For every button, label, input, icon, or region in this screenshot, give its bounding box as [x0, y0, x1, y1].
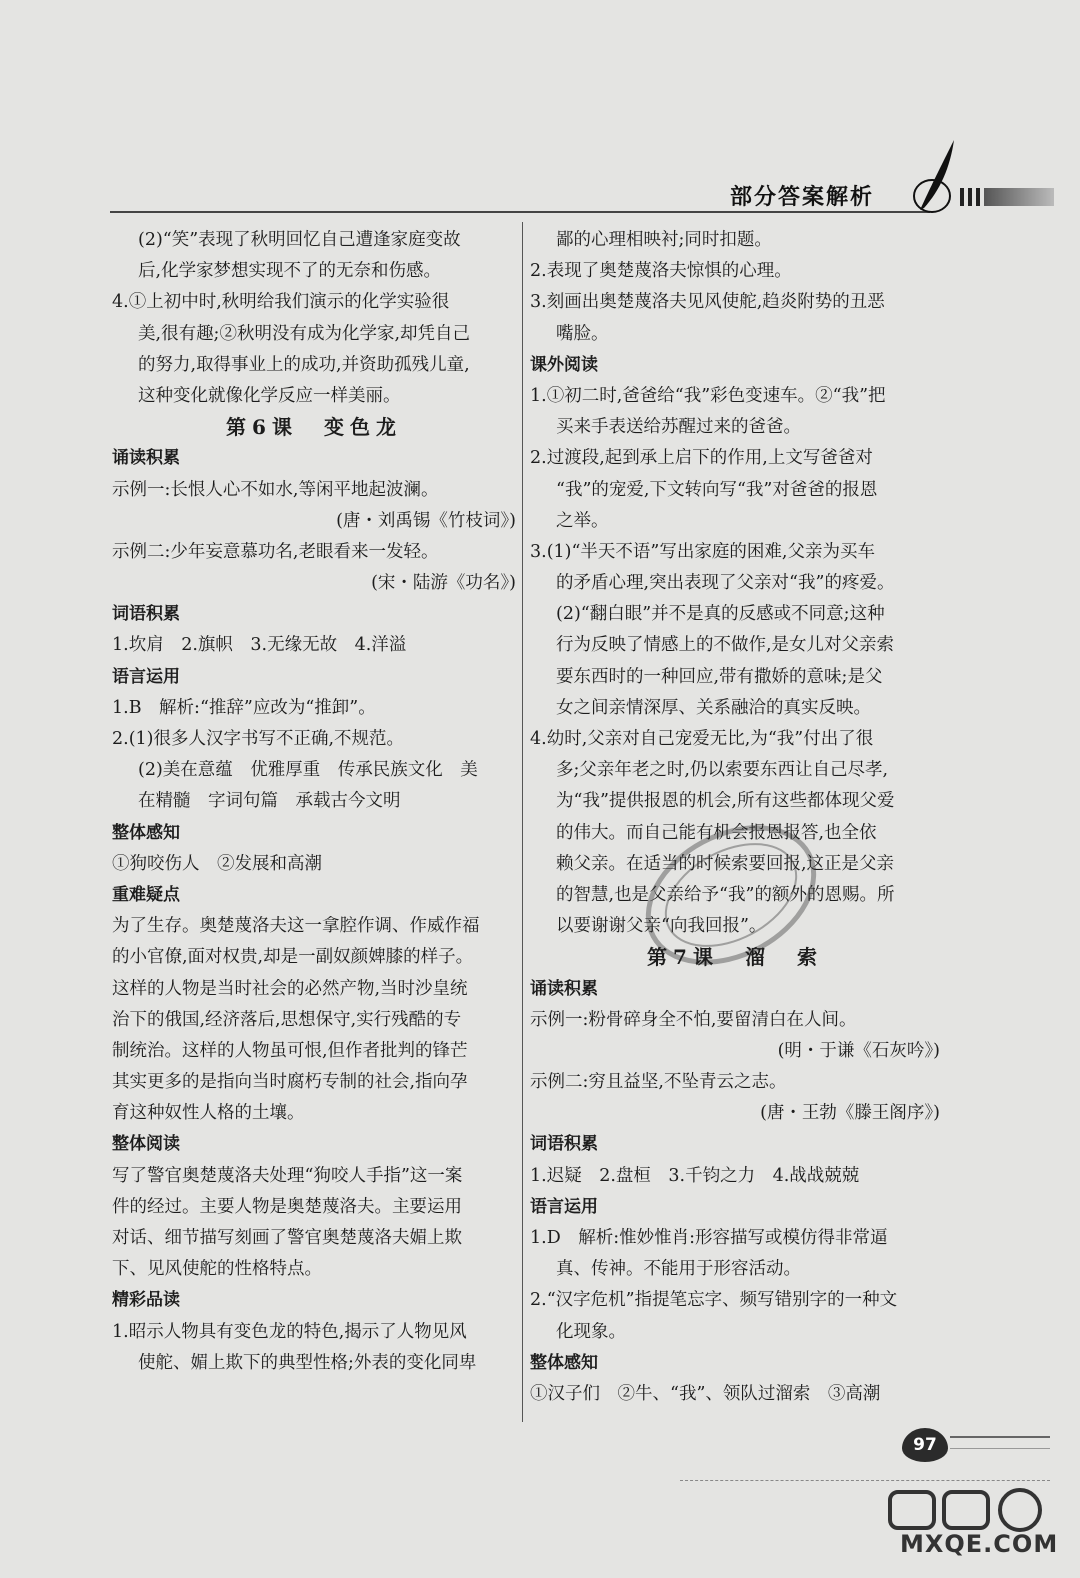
- text-line: 赖父亲。在适当的时候索要回报,这正是父亲: [556, 853, 895, 874]
- column-divider: [522, 222, 523, 1422]
- text-line: (2)“笑”表现了秋明回忆自己遭逢家庭变故: [138, 230, 461, 250]
- section-heading: 语言运用: [112, 666, 180, 687]
- text-line: ①汉子们 ②牛、“我”、领队过溜索 ③高潮: [530, 1383, 881, 1404]
- section-heading: 词语积累: [530, 1134, 598, 1155]
- section-heading: 整体感知: [112, 822, 180, 843]
- text-line: 其实更多的是指向当时腐朽专制的社会,指向孕: [112, 1072, 468, 1093]
- text-line: 要东西时的一种回应,带有撒娇的意味;是父: [556, 666, 883, 687]
- text-line: 2.过渡段,起到承上启下的作用,上文写爸爸对: [530, 448, 873, 469]
- text-line: 1.①初二时,爸爸给“我”彩色变速车。②“我”把: [530, 385, 886, 406]
- text-line: 以要谢谢父亲“向我回报”。: [556, 916, 767, 937]
- footer-dashed-rule: [680, 1480, 1050, 1481]
- lesson-title: 第7课 溜 索: [647, 945, 823, 970]
- text-line: 对话、细节描写刻画了警官奥楚蔑洛夫媚上欺: [112, 1228, 462, 1248]
- text-line: 在精髓 字词句篇 承载古今文明: [138, 791, 401, 812]
- text-line: (2)美在意蕴 优雅厚重 传承民族文化 美: [138, 760, 478, 781]
- page-header: [0, 168, 1080, 218]
- text-line: 的智慧,也是父亲给予“我”的额外的恩赐。所: [556, 884, 895, 905]
- text-line: “我”的宠爱,下文转向写“我”对爸爸的报恩: [556, 479, 878, 500]
- text-line: 写了警官奥楚蔑洛夫处理“狗咬人手指”这一案: [112, 1165, 463, 1186]
- section-heading: 精彩品读: [112, 1290, 180, 1311]
- text-line: 3.(1)“半天不语”写出家庭的困难,父亲为买车: [530, 541, 875, 562]
- text-line: 育这种奴性人格的土壤。: [112, 1103, 305, 1124]
- quill-icon: [910, 138, 960, 218]
- text-line: 治下的俄国,经济落后,思想保守,实行残酷的专: [112, 1009, 462, 1030]
- watermark-site-text: MXQE.COM: [900, 1530, 1059, 1558]
- text-line: (宋・陆游《功名》): [371, 573, 516, 594]
- text-line: 示例二:少年妄意慕功名,老眼看来一发轻。: [112, 541, 439, 562]
- page-number: 97: [902, 1428, 948, 1462]
- section-heading: 课外阅读: [530, 354, 598, 375]
- text-line: 的努力,取得事业上的成功,并资助孤残儿童,: [138, 354, 470, 375]
- text-line: 4.①上初中时,秋明给我们演示的化学实验很: [112, 292, 450, 313]
- text-line: 女之间亲情深厚、关系融洽的真实反映。: [556, 697, 871, 718]
- text-line: 化现象。: [556, 1321, 626, 1342]
- section-heading: 语言运用: [530, 1196, 598, 1217]
- text-line: 制统治。这样的人物虽可恨,但作者批判的锋芒: [112, 1040, 468, 1061]
- text-line: 这样的人物是当时社会的必然产物,当时沙皇统: [112, 978, 468, 999]
- text-line: 下、见风使舵的性格特点。: [112, 1259, 322, 1280]
- text-line: 件的经过。主要人物是奥楚蔑洛夫。主要运用: [112, 1196, 462, 1217]
- section-heading: 词语积累: [112, 604, 180, 625]
- text-line: 4.幼时,父亲对自己宠爱无比,为“我”付出了很: [530, 729, 874, 749]
- text-line: 这种变化就像化学反应一样美丽。: [138, 385, 401, 406]
- text-line: 之举。: [556, 510, 609, 531]
- text-line: 买来手表送给苏醒过来的爸爸。: [556, 417, 801, 438]
- section-heading: 诵读积累: [112, 448, 180, 469]
- section-heading: 整体感知: [530, 1352, 598, 1373]
- text-line: 鄙的心理相映衬;同时扣题。: [556, 230, 772, 250]
- text-line: 1.坎肩 2.旗帜 3.无缘无故 4.洋溢: [112, 635, 407, 656]
- left-column: [112, 225, 516, 1379]
- watermark-logo: [870, 1484, 1070, 1568]
- text-line: 示例一:长恨人心不如水,等闲平地起波澜。: [112, 479, 439, 500]
- text-line: 的伟大。而自己能有机会报恩报答,也全依: [556, 822, 877, 843]
- text-line: 的矛盾心理,突出表现了父亲对“我”的疼爱。: [556, 573, 895, 594]
- text-line: 2.(1)很多人汉字书写不正确,不规范。: [112, 729, 405, 749]
- text-line: 使舵、媚上欺下的典型性格;外表的变化同卑: [138, 1352, 477, 1373]
- section-heading: 重难疑点: [112, 884, 180, 905]
- text-line: 1.昭示人物具有变色龙的特色,揭示了人物见风: [112, 1321, 467, 1342]
- text-line: 1.D 解析:惟妙惟肖:形容描写或模仿得非常逼: [530, 1228, 888, 1248]
- text-line: (唐・刘禹锡《竹枝词》): [336, 510, 516, 531]
- header-bars-decoration: [960, 188, 1054, 206]
- text-line: 1.B 解析:“推辞”应改为“推卸”。: [112, 697, 376, 718]
- header-rule: [110, 211, 930, 213]
- text-line: ①狗咬伤人 ②发展和高潮: [112, 853, 322, 874]
- text-line: 1.迟疑 2.盘桓 3.千钧之力 4.战战兢兢: [530, 1165, 860, 1186]
- header-title: 部分答案解析: [730, 185, 875, 210]
- text-line: 2.表现了奥楚蔑洛夫惊惧的心理。: [530, 261, 792, 282]
- text-line: 为了生存。奥楚蔑洛夫这一拿腔作调、作威作福: [112, 916, 480, 937]
- text-line: 2.“汉字危机”指提笔忘字、频写错别字的一种文: [530, 1290, 898, 1311]
- text-line: 3.刻画出奥楚蔑洛夫见风使舵,趋炎附势的丑恶: [530, 292, 885, 313]
- section-heading: 诵读积累: [530, 978, 598, 999]
- text-line: 后,化学家梦想实现不了的无奈和伤感。: [138, 261, 442, 282]
- text-line: (2)“翻白眼”并不是真的反感或不同意;这种: [556, 604, 885, 625]
- text-line: 行为反映了情感上的不做作,是女儿对父亲索: [556, 635, 895, 656]
- text-line: 多;父亲年老之时,仍以索要东西让自己尽孝,: [556, 760, 889, 781]
- text-line: (唐・王勃《滕王阁序》): [760, 1103, 940, 1124]
- section-heading: 整体阅读: [112, 1134, 180, 1155]
- text-line: 的小官僚,面对权贵,却是一副奴颜婢膝的样子。: [112, 947, 474, 968]
- text-line: 嘴脸。: [556, 323, 609, 344]
- text-line: 示例一:粉骨碎身全不怕,要留清白在人间。: [530, 1009, 857, 1030]
- text-line: 示例二:穷且益坚,不坠青云之志。: [530, 1072, 787, 1093]
- footer-lines-decoration: [950, 1436, 1050, 1449]
- text-line: 真、传神。不能用于形容活动。: [556, 1259, 801, 1280]
- logo-mark-icon: [870, 1484, 1070, 1534]
- text-line: 为“我”提供报恩的机会,所有这些都体现父爱: [556, 791, 895, 812]
- text-line: 美,很有趣;②秋明没有成为化学家,却凭自己: [138, 323, 471, 344]
- text-line: (明・于谦《石灰吟》): [777, 1040, 940, 1061]
- lesson-title: 第6课 变色龙: [226, 415, 402, 440]
